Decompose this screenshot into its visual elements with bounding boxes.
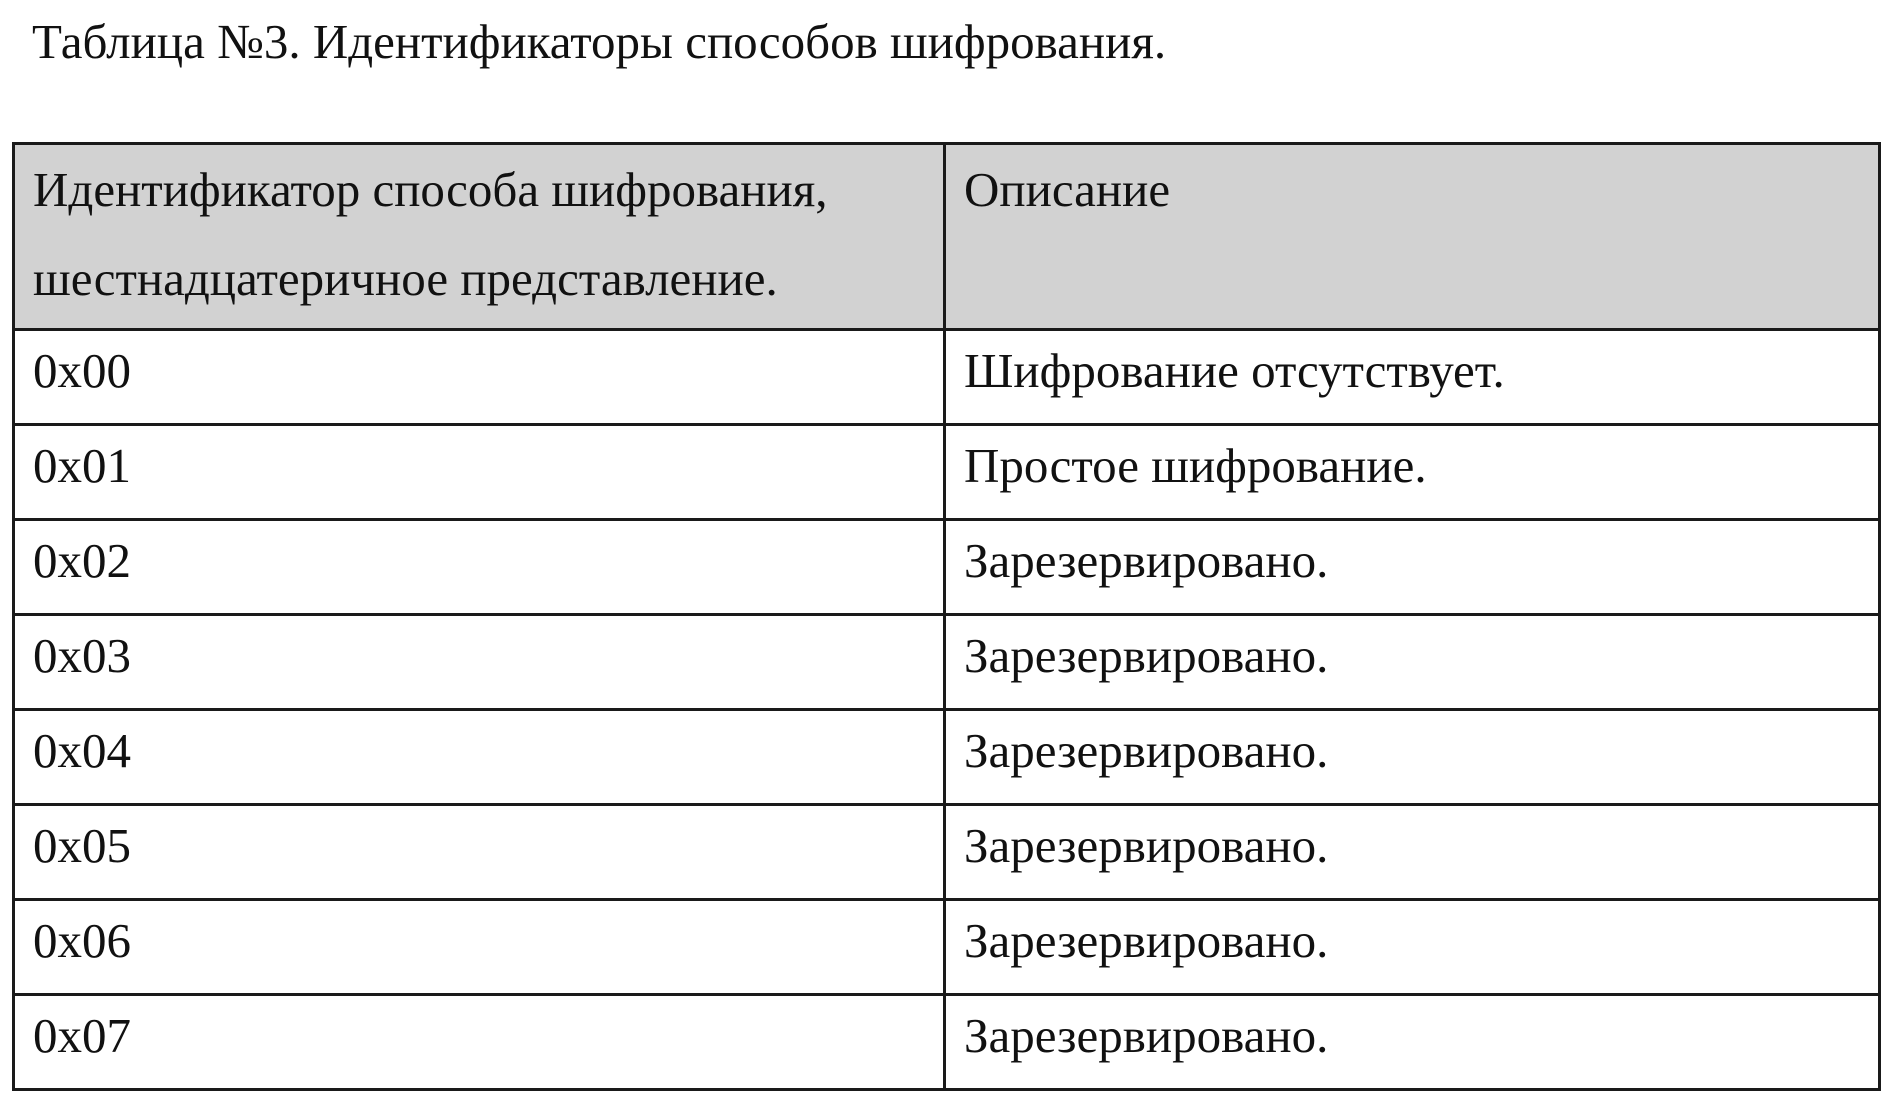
table-body (14, 330, 1880, 1090)
header-row (14, 144, 1880, 330)
description-cell: Зарезервировано. (945, 520, 1880, 615)
description-cell: Зарезервировано. (945, 995, 1880, 1090)
identifier-cell: 0x00 (14, 330, 945, 425)
identifier-cell: 0x06 (14, 900, 945, 995)
table-row (14, 425, 1880, 520)
table-row (14, 615, 1880, 710)
identifier-cell: 0x04 (14, 710, 945, 805)
table-row (14, 805, 1880, 900)
description-cell: Шифрование отсутствует. (945, 330, 1880, 425)
description-cell: Простое шифрование. (945, 425, 1880, 520)
identifier-cell: 0x03 (14, 615, 945, 710)
table-header (14, 144, 1880, 330)
column-header-description: Описание (945, 144, 1880, 330)
identifier-cell: 0x01 (14, 425, 945, 520)
table-row (14, 995, 1880, 1090)
table-row (14, 900, 1880, 995)
identifier-cell: 0x05 (14, 805, 945, 900)
description-cell: Зарезервировано. (945, 805, 1880, 900)
description-cell: Зарезервировано. (945, 615, 1880, 710)
table-caption: Таблица №3. Идентификаторы способов шифрования. (32, 14, 1167, 69)
table-row (14, 520, 1880, 615)
table-row (14, 710, 1880, 805)
column-header-identifier: Идентификатор способа шифрования, шестнадцатеричное представление. (14, 144, 945, 330)
description-cell: Зарезервировано. (945, 900, 1880, 995)
identifier-cell: 0x02 (14, 520, 945, 615)
table-row (14, 330, 1880, 425)
encryption-methods-table (12, 142, 1881, 1091)
description-cell: Зарезервировано. (945, 710, 1880, 805)
identifier-cell: 0x07 (14, 995, 945, 1090)
